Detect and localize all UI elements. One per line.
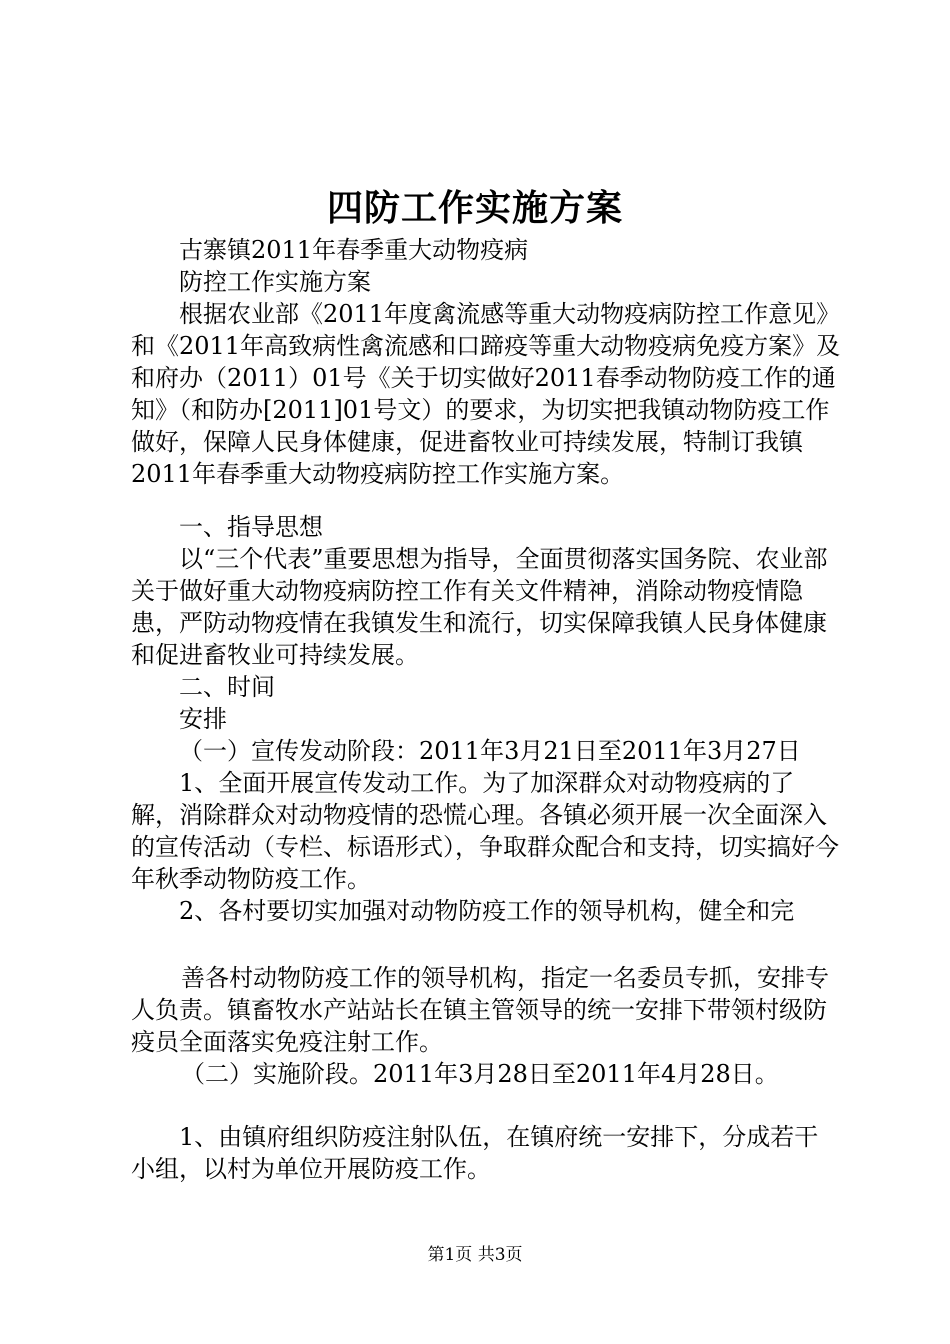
stage-2-heading: （二）实施阶段。2011年3月28日至2011年4月28日。: [181, 1060, 779, 1088]
stage-1-heading: （一）宣传发动阶段：2011年3月21日至2011年3月27日: [179, 737, 801, 765]
document-body-upper: [131, 234, 841, 490]
stage-1-item-2: 2、各村要切实加强对动物防疫工作的领导机构，健全和完: [179, 897, 795, 925]
section-1-body: 以“三个代表”重要思想为指导，全面贯彻落实国务院、农业部关于做好重大动物疫病防控工作有关文件精神，消除动物疫情隐患，严防动物疫情在我镇发生和流行，切实保障我镇人民身体健康和促进畜牧业可持续发展。: [131, 545, 828, 669]
stage-2-item-1: 1、由镇府组织防疫注射队伍，在镇府统一安排下，分成若干小组，以村为单位开展防疫工作。: [131, 1123, 819, 1183]
subtitle-line-1: 古寨镇2011年春季重大动物疫病: [179, 236, 529, 264]
section-2-heading: 二、时间: [179, 673, 275, 701]
document-body-bottom: [131, 1121, 841, 1185]
stage-1-item-2-cont: 善各村动物防疫工作的领导机构，指定一名委员专抓，安排专人负责。镇畜牧水产站站长在镇主管领导的统一安排下带领村级防疫员全面落实免疫注射工作。: [131, 964, 829, 1056]
document-title: 四防工作实施方案: [326, 187, 623, 229]
subtitle-line-2: 防控工作实施方案: [179, 268, 371, 296]
page-number-footer: 第1页 共3页: [427, 1245, 523, 1265]
stage-1-item-1: 1、全面开展宣传发动工作。为了加深群众对动物疫病的了解，消除群众对动物疫情的恐慌心理。各镇必须开展一次全面深入的宣传活动（专栏、标语形式），争取群众配合和支持，切实搞好今年秋季动物防疫工作。: [131, 769, 839, 893]
document-body-lower: [131, 962, 841, 1090]
intro-paragraph: 根据农业部《2011年度禽流感等重大动物疫病防控工作意见》和《2011年高致病性禽流感和口蹄疫等重大动物疫病免疫方案》及和府办（2011）01号《关于切实做好2011春季动物防疫工作的通知》（和防办[2011]01号文）的要求，为切实把我镇动物防疫工作做好，保障人民身体健康，促进畜牧业可持续发展，特制订我镇2011年春季重大动物疫病防控工作实施方案。: [131, 300, 841, 488]
section-1-heading: 一、指导思想: [179, 513, 323, 541]
document-body-sections: [131, 511, 841, 927]
section-2-heading-cont: 安排: [179, 705, 227, 733]
